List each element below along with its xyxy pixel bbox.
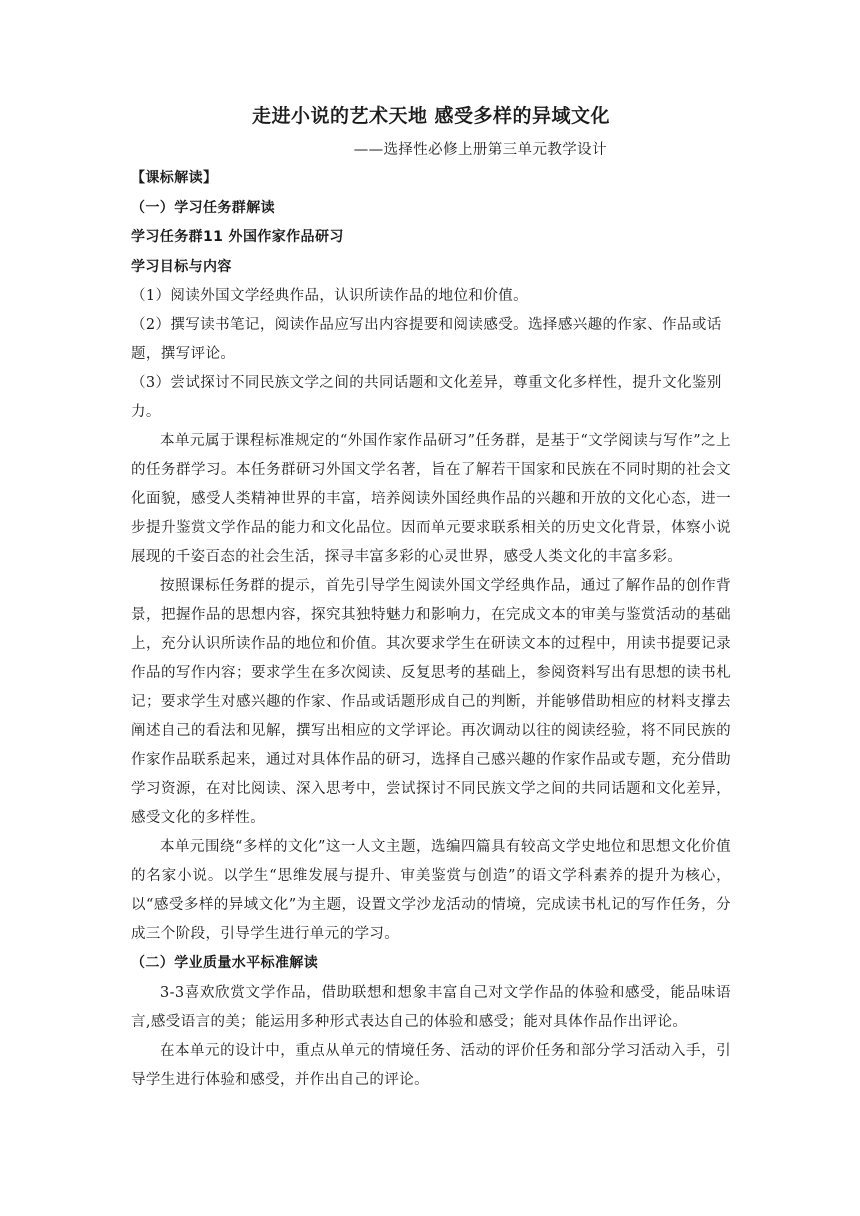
body-paragraph-4: 3-3喜欢欣赏文学作品，借助联想和想象丰富自己对文学作品的体验和感受，能品味语言,感受语言的美；能运用多种形式表达自己的体验和感受；能对具体作品作出评论。: [131, 984, 731, 1030]
body-paragraph-1: 本单元属于课程标准规定的“外国作家作品研习”任务群，是基于“文学阅读与写作”之上的任务群学习。本任务群研习外国文学名著，旨在了解若干国家和民族在不同时期的社会文化面貌，感受人类精神世界的丰富，培养阅读外国经典作品的兴趣和开放的文化心态，进一步提升鉴赏文学作品的能力和文化品位。因而单元要求联系相关的历史文化背景，体察小说展现的千姿百态的社会生活，探寻丰富多彩的心灵世界，感受人类文化的丰富多彩。: [131, 433, 731, 565]
subsection-heading-quality: （二）学业质量水平标准解读: [131, 955, 319, 971]
body-paragraph-5: 在本单元的设计中，重点从单元的情境任务、活动的评价任务和部分学习活动入手，引导学生进行体验和感受，并作出自己的评论。: [131, 1042, 731, 1088]
goal-item-3: （3）尝试探讨不同民族文学之间的共同话题和文化差异，尊重文化多样性，提升文化鉴别力。: [131, 375, 722, 420]
body-paragraph-2: 按照课标任务群的提示，首先引导学生阅读外国文学经典作品，通过了解作品的创作背景，把握作品的思想内容，探究其独特魅力和影响力，在完成文本的审美与鉴赏活动的基础上，充分认识所读作品的地位和价值。其次要求学生在研读文本的过程中，用读书提要记录作品的写作内容；要求学生在多次阅读、反复思考的基础上，参阅资料写出有思想的读书札记；要求学生对感兴趣的作家、作品或话题形成自己的判断，并能够借助相应的材料支撑去阐述自己的看法和见解，撰写出相应的文学评论。再次调动以往的阅读经验，将不同民族的作家作品联系起来，通过对具体作品的研习，选择自己感兴趣的作家作品或专题，充分借助学习资源，在对比阅读、深入思考中，尝试探讨不同民族文学之间的共同话题和文化差异，感受文化的多样性。: [131, 578, 731, 826]
document-body: [131, 100, 731, 1095]
section-heading-curriculum: 【课标解读】: [131, 170, 218, 186]
body-paragraph-3: 本单元围绕“多样的文化”这一人文主题，选编四篇具有较高文学史地位和思想文化价值的名家小说。以学生“思维发展与提升、审美鉴赏与创造”的语文学科素养的提升为核心，以“感受多样的异域文化”为主题，设置文学沙龙活动的情境，完成读书札记的写作任务，分成三个阶段，引导学生进行单元的学习。: [131, 839, 731, 942]
goal-item-1: （1）阅读外国文学经典作品，认识所读作品的地位和价值。: [131, 288, 529, 304]
goals-heading: 学习目标与内容: [131, 258, 232, 275]
document-title: 走进小说的艺术天地 感受多样的异域文化: [251, 105, 611, 127]
goal-item-2: （2）撰写读书笔记，阅读作品应写出内容提要和阅读感受。选择感兴趣的作家、作品或话题，撰写评论。: [131, 317, 722, 362]
document-subtitle: ——选择性必修上册第三单元教学设计: [353, 142, 607, 158]
subsection-heading-task-group: （一）学习任务群解读: [131, 199, 275, 216]
task-group-name: 学习任务群11 外国作家作品研习: [131, 229, 344, 245]
